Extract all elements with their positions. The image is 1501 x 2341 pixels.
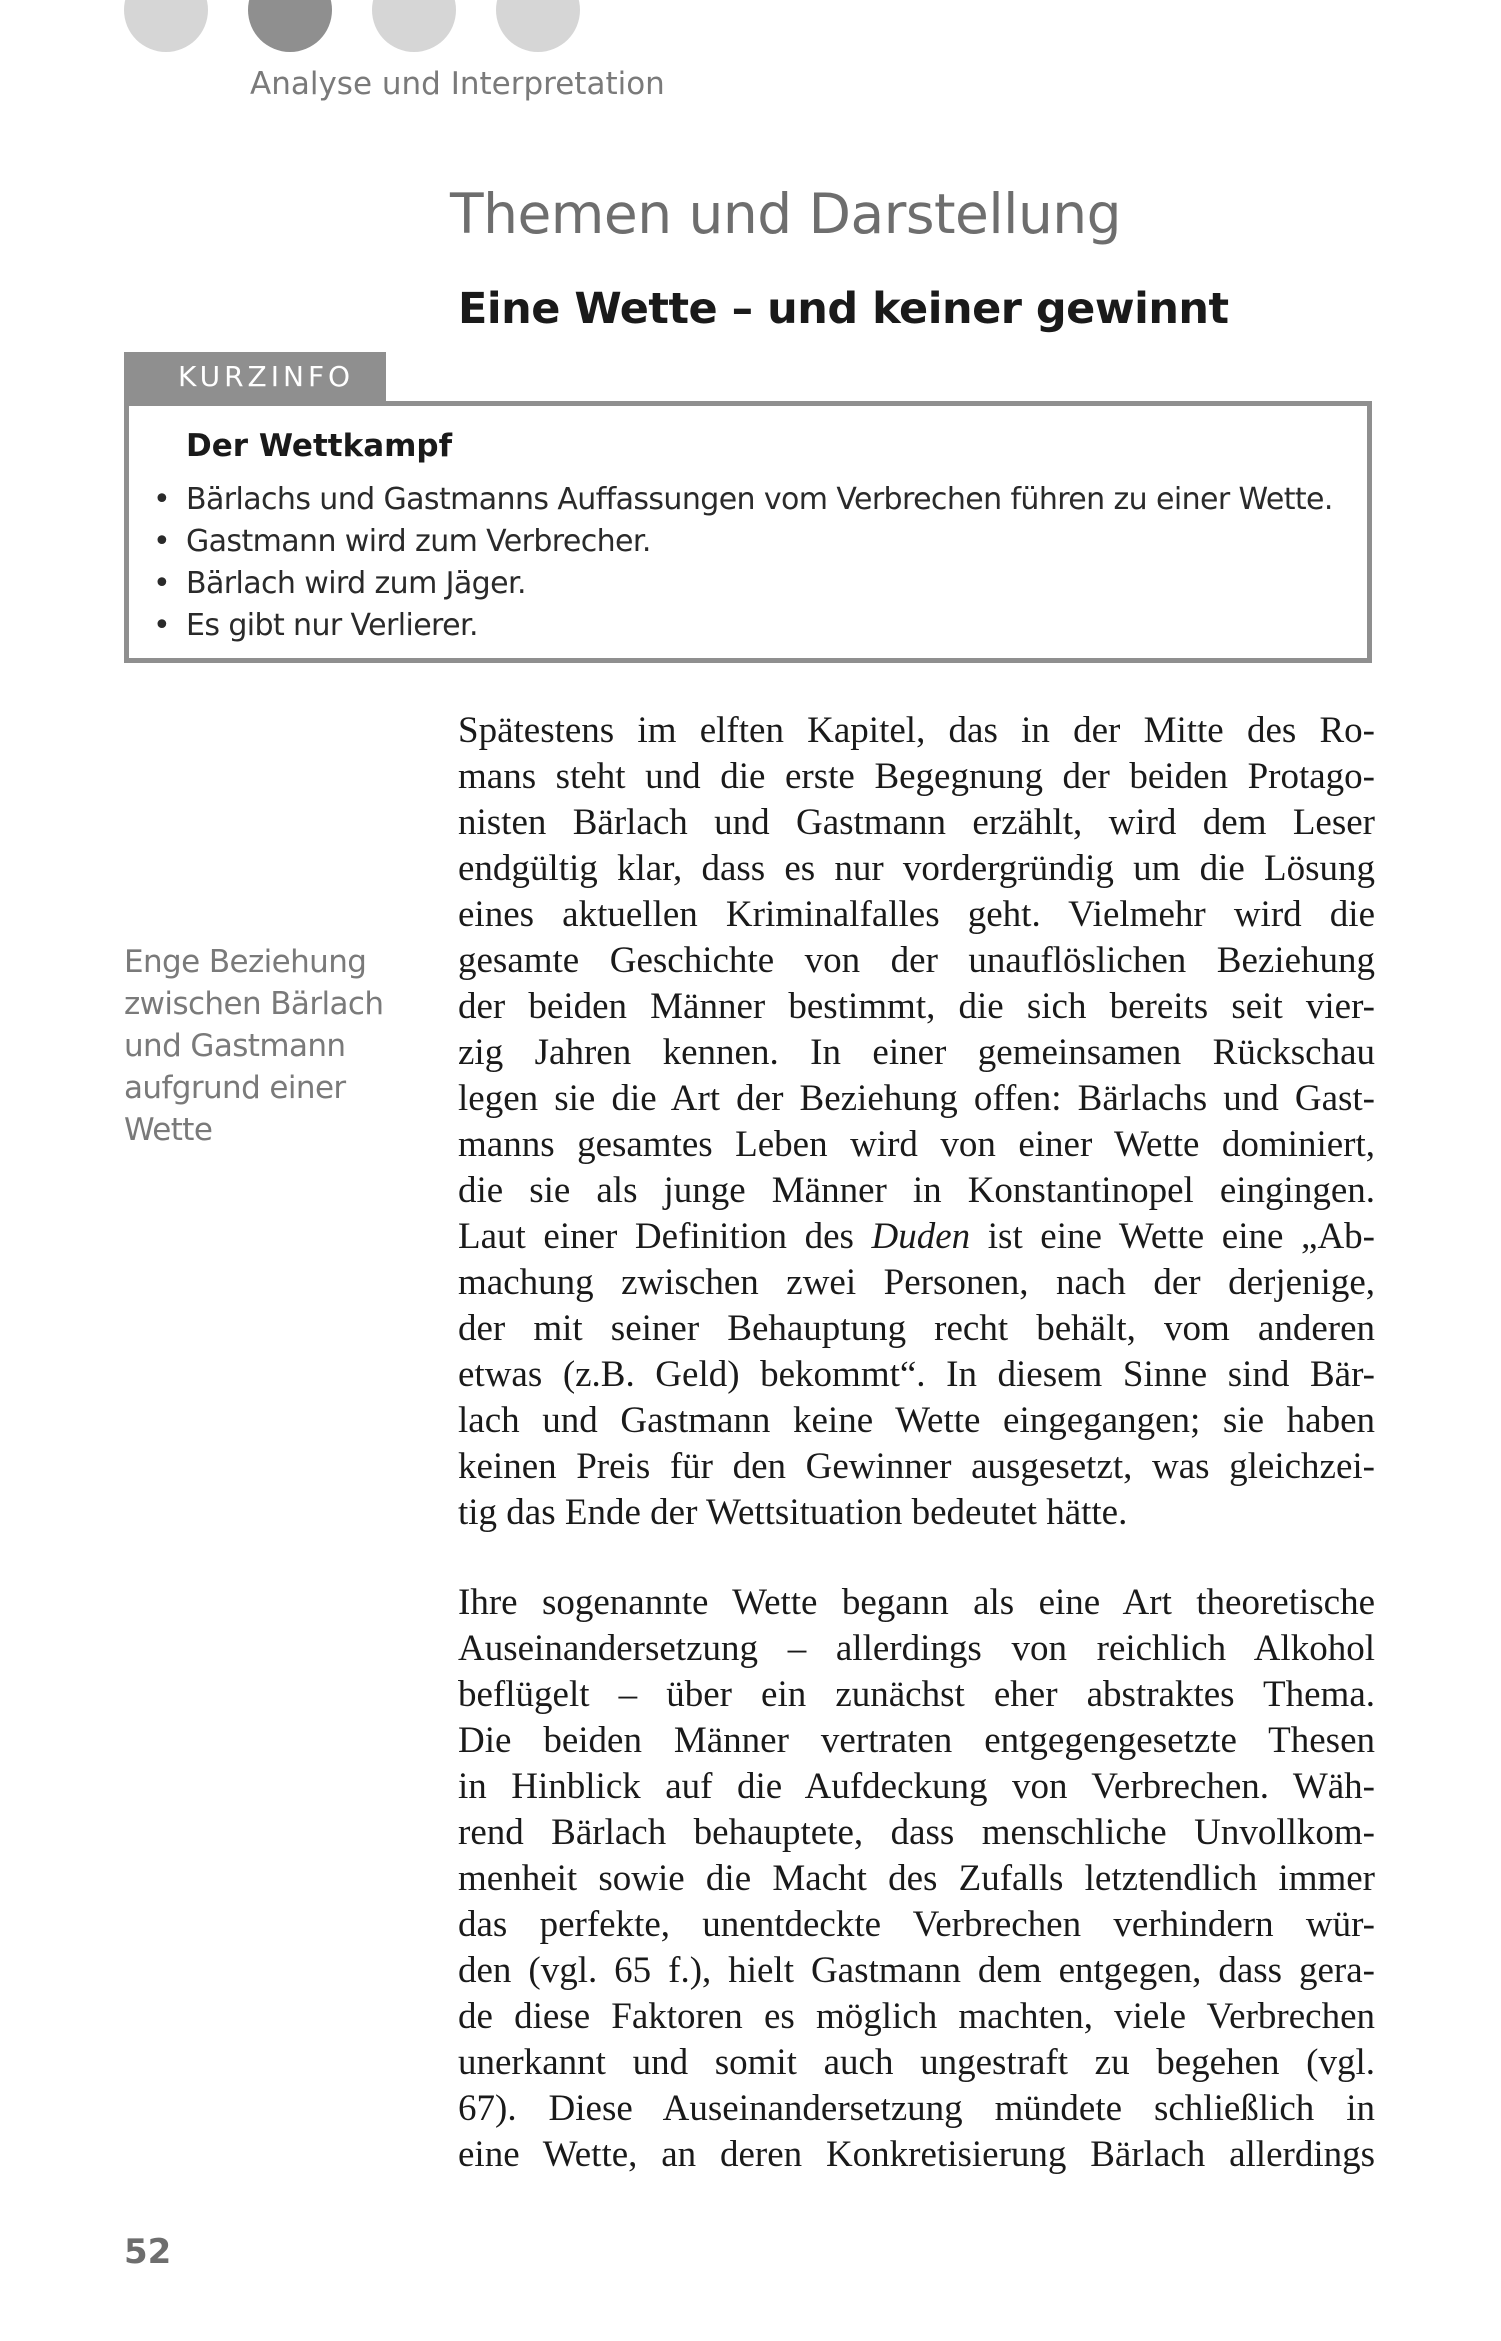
kurzinfo-item: • Gastmann wird zum Verbrecher. (129, 521, 1333, 563)
text-line: keinen Preis für den Gewinner ausgesetzt, was gleichzei- (458, 1446, 1375, 1487)
kurzinfo-tab: KURZINFO (124, 352, 386, 402)
text-line: die sie als junge Männer in Konstantinopel eingingen. (458, 1170, 1375, 1211)
page-number: 52 (124, 2232, 172, 2272)
kurzinfo-item: • Bärlach wird zum Jäger. (129, 563, 1333, 605)
kurzinfo-box (124, 401, 1372, 663)
text-line: Ihre sogenannte Wette begann als eine Art theoretische (458, 1582, 1375, 1623)
margin-note-line: aufgrund einer (124, 1070, 346, 1106)
running-head: Analyse und Interpretation (250, 66, 665, 102)
text-line: legen sie die Art der Beziehung offen: Bärlachs und Gast- (458, 1078, 1375, 1119)
text-line: rend Bärlach behauptete, dass menschliche Unvollkom- (458, 1812, 1375, 1853)
text-line: Spätestens im elften Kapitel, das in der Mitte des Ro- (458, 710, 1375, 751)
kurzinfo-item: • Es gibt nur Verlierer. (129, 605, 1333, 647)
kurzinfo-heading: Der Wettkampf (186, 428, 453, 464)
text-line: eines aktuellen Kriminalfalles geht. Vielmehr wird die (458, 894, 1375, 935)
text-line: in Hinblick auf die Aufdeckung von Verbrechen. Wäh- (458, 1766, 1375, 1807)
text-line: etwas (z.B. Geld) bekommt“. In diesem Sinne sind Bär- (458, 1354, 1375, 1395)
section-subtitle: Eine Wette – und keiner gewinnt (458, 284, 1229, 334)
nav-dot-1 (124, 0, 208, 52)
text-line: mans steht und die erste Begegnung der beiden Protago- (458, 756, 1375, 797)
text-line: de diese Faktoren es möglich machten, viele Verbrechen (458, 1996, 1375, 2037)
body-paragraph-1 (458, 708, 1375, 1536)
margin-note-line: und Gastmann (124, 1028, 346, 1064)
text-line: 67). Diese Auseinandersetzung mündete schließlich in (458, 2088, 1375, 2129)
nav-dot-2-active (248, 0, 332, 52)
kurzinfo-item: • Bärlachs und Gastmanns Auffassungen vom Verbrechen führen zu einer Wette. (129, 479, 1333, 521)
margin-note (124, 941, 394, 1151)
text-line: machung zwischen zwei Personen, nach der derjenige, (458, 1262, 1375, 1303)
text-line: endgültig klar, dass es nur vordergründig um die Lösung (458, 848, 1375, 889)
text-line (458, 1214, 1375, 1260)
text-line: zig Jahren kennen. In einer gemeinsamen Rückschau (458, 1032, 1375, 1073)
text-line-start: Laut einer Definition des (458, 1216, 872, 1257)
text-line: tig das Ende der Wettsituation bedeutet hätte. (458, 1492, 1128, 1533)
text-line: menheit sowie die Macht des Zufalls letztendlich immer (458, 1858, 1375, 1899)
kurzinfo-list (129, 479, 1333, 647)
text-line: lach und Gastmann keine Wette eingegangen; sie haben (458, 1400, 1375, 1441)
text-line: das perfekte, unentdeckte Verbrechen verhindern wür- (458, 1904, 1375, 1945)
text-line: eine Wette, an deren Konkretisierung Bärlach allerdings (458, 2134, 1375, 2175)
text-line: manns gesamtes Leben wird von einer Wette dominiert, (458, 1124, 1375, 1165)
text-line: der beiden Männer bestimmt, die sich bereits seit vier- (458, 986, 1375, 1027)
text-line: der mit seiner Behauptung recht behält, vom anderen (458, 1308, 1375, 1349)
duden-reference: Duden (871, 1216, 971, 1257)
text-line: Die beiden Männer vertraten entgegengesetzte Thesen (458, 1720, 1375, 1761)
text-line: gesamte Geschichte von der unauflöslichen Beziehung (458, 940, 1375, 981)
text-line: beflügelt – über ein zunächst eher abstraktes Thema. (458, 1674, 1375, 1715)
nav-dot-3 (372, 0, 456, 52)
text-line: den (vgl. 65 f.), hielt Gastmann dem entgegen, dass gera- (458, 1950, 1375, 1991)
text-line-end: ist eine Wette eine „Ab- (970, 1216, 1375, 1257)
text-line: unerkannt und somit auch ungestraft zu begehen (vgl. (458, 2042, 1375, 2083)
section-title: Themen und Darstellung (450, 182, 1122, 246)
nav-dot-4 (496, 0, 580, 52)
body-paragraph-2 (458, 1580, 1375, 2178)
text-line: nisten Bärlach und Gastmann erzählt, wird dem Leser (458, 802, 1375, 843)
text-line: Auseinandersetzung – allerdings von reichlich Alkohol (458, 1628, 1375, 1669)
margin-note-line: zwischen Bärlach (124, 986, 384, 1022)
margin-note-line: Enge Beziehung (124, 944, 367, 980)
margin-note-line: Wette (124, 1112, 213, 1148)
